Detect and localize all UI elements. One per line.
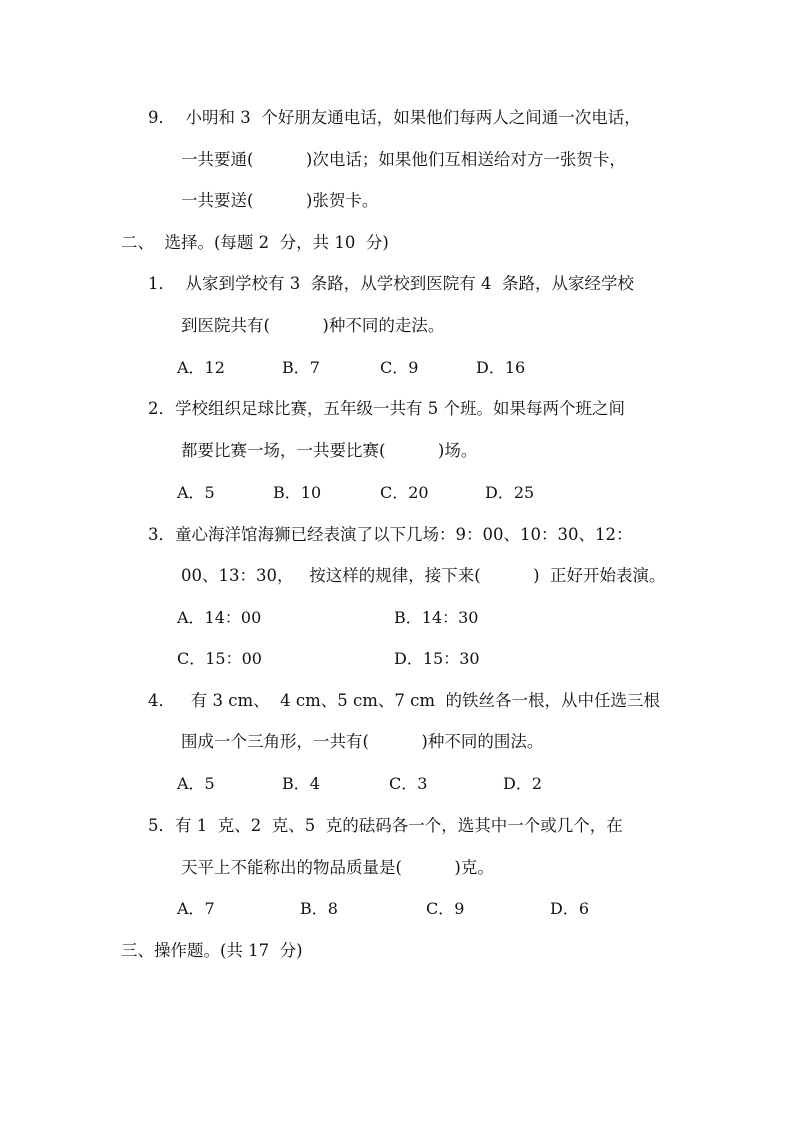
- q5-option-b: B．8: [300, 899, 338, 918]
- q1-line-1: 1． 从家到学校有 3 条路，从学校到医院有 4 条路，从家经学校: [148, 274, 634, 293]
- section-2-heading: 二、 选择。(每题 2 分，共 10 分): [121, 233, 389, 252]
- q9-line-1: 9． 小明和 3 个好朋友通电话，如果他们每两人之间通一次电话，: [148, 108, 641, 127]
- q5-line-1: 5．有 1 克、2 克、5 克的砝码各一个，选其中一个或几个，在: [148, 816, 623, 835]
- q2-line-1: 2．学校组织足球比赛，五年级一共有 5 个班。如果每两个班之间: [148, 399, 625, 418]
- q9-line-3: 一共要送( )张贺卡。: [181, 191, 379, 210]
- q4-option-c: C．3: [389, 774, 428, 793]
- q1-option-a: A．12: [177, 358, 225, 377]
- q2-option-a: A．5: [177, 483, 215, 502]
- q3-option-d: D．15：30: [394, 649, 480, 668]
- q4-option-b: B．4: [282, 774, 320, 793]
- q4-line-1: 4． 有 3 cm、 4 cm、5 cm、7 cm 的铁丝各一根，从中任选三根: [148, 691, 660, 710]
- q5-line-2: 天平上不能称出的物品质量是( )克。: [181, 858, 494, 877]
- q3-option-a: A．14：00: [177, 608, 262, 627]
- q9-line-2: 一共要通( )次电话；如果他们互相送给对方一张贺卡，: [181, 150, 626, 169]
- q1-option-c: C．9: [380, 358, 419, 377]
- q5-option-a: A．7: [177, 899, 215, 918]
- q3-line-2: 00、13：30， 按这样的规律，接下来( ) 正好开始表演。: [181, 566, 666, 585]
- q1-option-d: D．16: [476, 358, 526, 377]
- q1-line-2: 到医院共有( )种不同的走法。: [181, 316, 445, 335]
- q2-option-d: D．25: [485, 483, 535, 502]
- q4-option-d: D．2: [503, 774, 543, 793]
- q4-line-2: 围成一个三角形，一共有( )种不同的围法。: [181, 732, 544, 751]
- section-3-heading: 三、操作题。(共 17 分): [121, 941, 303, 960]
- q3-line-1: 3．童心海洋馆海狮已经表演了以下几场：9：00、10：30、12：: [148, 525, 633, 544]
- q3-option-c: C．15：00: [177, 649, 262, 668]
- q5-option-d: D．6: [550, 899, 590, 918]
- q2-option-b: B．10: [273, 483, 322, 502]
- q4-option-a: A．5: [177, 774, 215, 793]
- q2-option-c: C．20: [380, 483, 429, 502]
- q5-option-c: C．9: [426, 899, 465, 918]
- q2-line-2: 都要比赛一场，一共要比赛( )场。: [181, 441, 478, 460]
- q1-option-b: B．7: [282, 358, 320, 377]
- q3-option-b: B．14：30: [394, 608, 479, 627]
